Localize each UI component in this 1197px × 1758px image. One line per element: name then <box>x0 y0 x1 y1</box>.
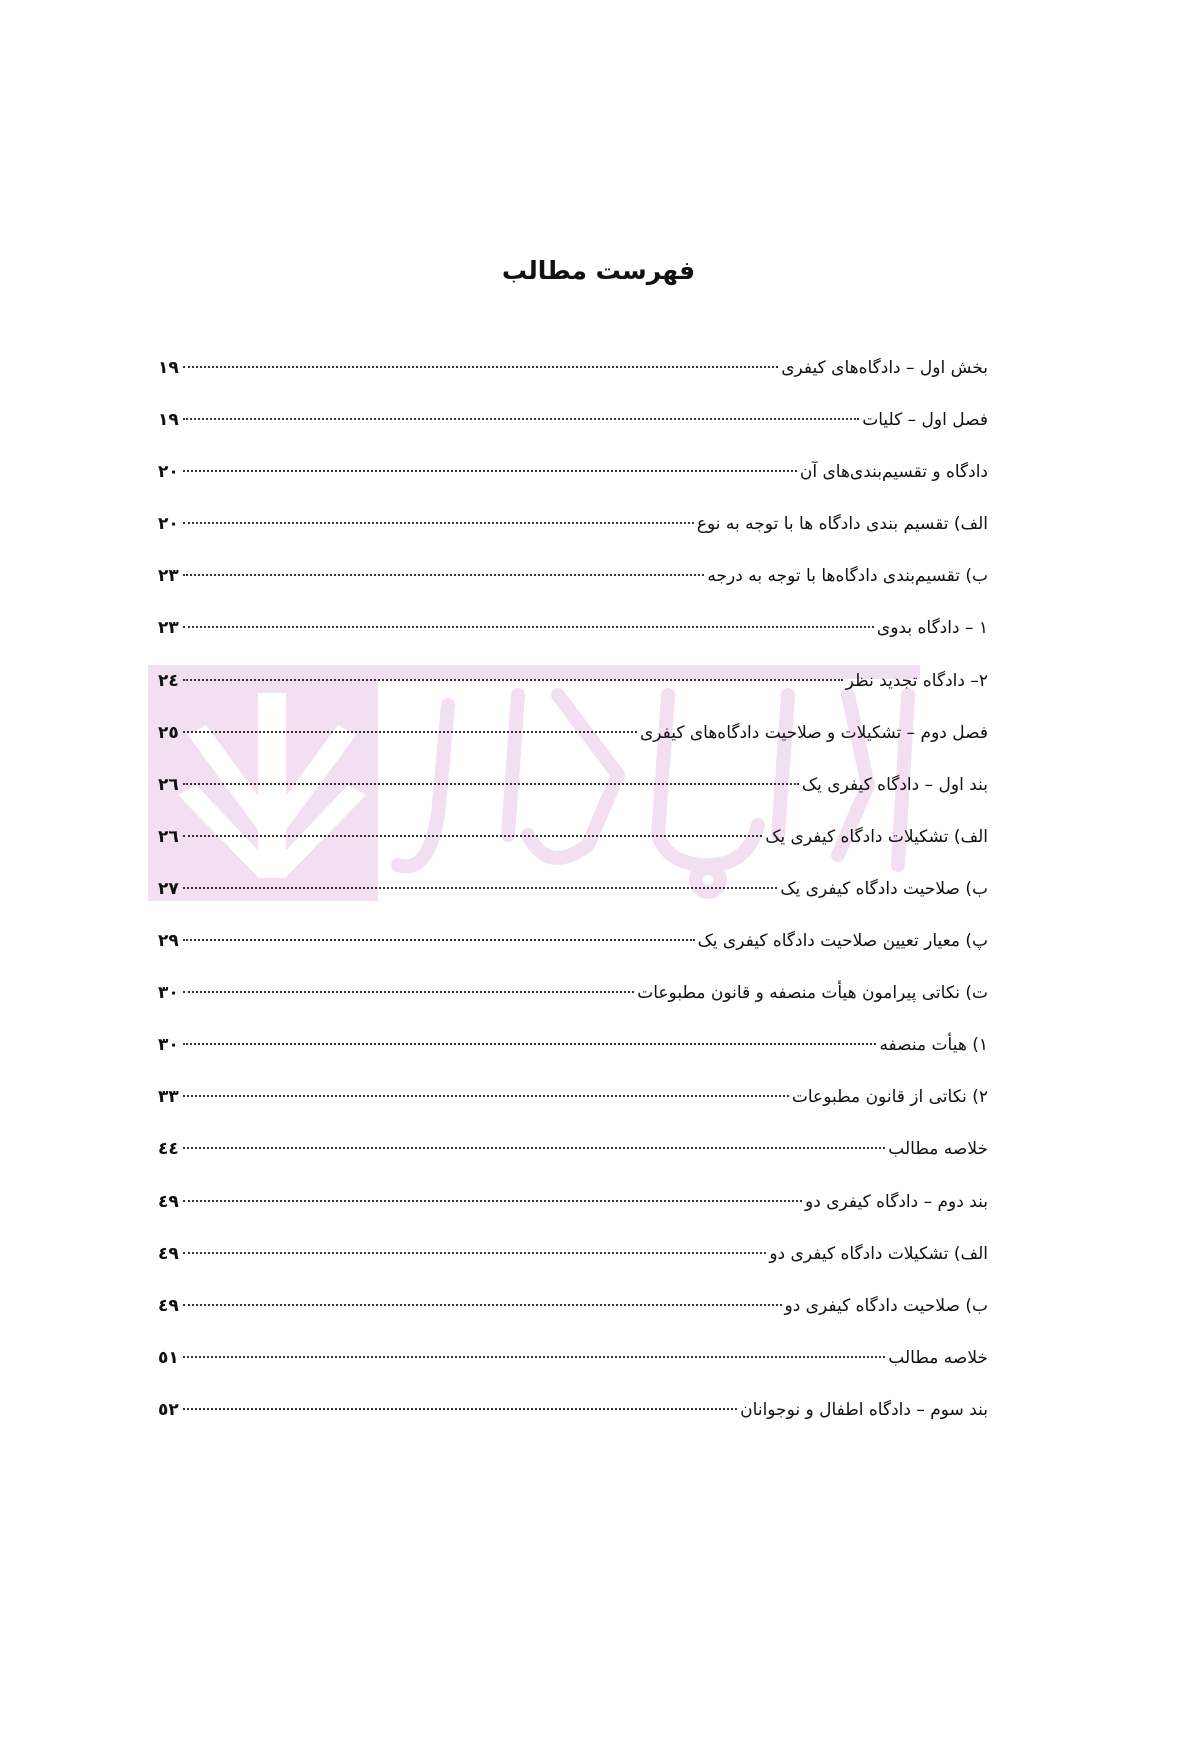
leader-dots <box>183 783 799 785</box>
leader-dots <box>183 835 762 837</box>
toc-entry-page: ۱۹ <box>158 410 179 431</box>
toc-entry-title: ۲) نکاتی از قانون مطبوعات <box>791 1087 988 1108</box>
leader-dots <box>183 366 778 368</box>
page-title: فهرست مطالب <box>501 256 696 285</box>
toc-entry-page: ۲٦ <box>158 826 179 847</box>
toc-entry-page: ٤٤ <box>158 1139 179 1160</box>
toc-entry-page: ۲٤ <box>158 670 179 691</box>
table-of-contents <box>158 352 988 1446</box>
toc-entry-title: الف) تقسیم بندی دادگاه ها با توجه به نوع <box>696 514 988 535</box>
toc-entry-page: ۲٥ <box>158 722 179 743</box>
leader-dots <box>183 470 797 472</box>
leader-dots <box>183 574 704 576</box>
toc-entry-title: دادگاه و تقسیم‌بندی‌های آن <box>799 462 988 483</box>
leader-dots <box>183 418 859 420</box>
toc-entry[interactable] <box>158 1394 988 1446</box>
toc-entry-title: ب) تقسیم‌بندی دادگاه‌ها با توجه به درجه <box>707 566 988 587</box>
toc-entry[interactable] <box>158 612 988 664</box>
toc-entry[interactable] <box>158 456 988 508</box>
toc-entry-title: الف) تشکیلات دادگاه کیفری دو <box>769 1243 988 1264</box>
toc-entry-page: ٤۹ <box>158 1243 179 1264</box>
leader-dots <box>183 939 695 941</box>
toc-entry[interactable] <box>158 1238 988 1290</box>
toc-entry[interactable] <box>158 352 988 404</box>
toc-entry[interactable] <box>158 404 988 456</box>
toc-entry[interactable] <box>158 717 988 769</box>
leader-dots <box>183 1252 766 1254</box>
leader-dots <box>183 679 843 681</box>
toc-entry[interactable] <box>158 925 988 977</box>
toc-entry-page: ۳۳ <box>158 1087 179 1108</box>
toc-entry[interactable] <box>158 508 988 560</box>
toc-entry-title: فصل اول – کلیات <box>862 410 988 431</box>
toc-entry-title: ب) صلاحیت دادگاه کیفری یک <box>780 878 988 899</box>
toc-entry-page: ۲۹ <box>158 931 179 952</box>
toc-entry-title: خلاصه مطالب <box>888 1139 988 1160</box>
leader-dots <box>183 1200 802 1202</box>
toc-entry-page: ۲٦ <box>158 774 179 795</box>
toc-entry[interactable] <box>158 1186 988 1238</box>
toc-entry-page: ٤۹ <box>158 1191 179 1212</box>
toc-entry-page: ۳۰ <box>158 983 179 1004</box>
leader-dots <box>183 887 777 889</box>
toc-entry-title: ۲– دادگاه تجدید نظر <box>845 670 988 691</box>
toc-entry[interactable] <box>158 560 988 612</box>
toc-entry[interactable] <box>158 873 988 925</box>
toc-entry-title: بند سوم – دادگاه اطفال و نوجوانان <box>740 1399 988 1420</box>
toc-entry[interactable] <box>158 1029 988 1081</box>
toc-entry[interactable] <box>158 665 988 717</box>
leader-dots <box>183 1147 885 1149</box>
toc-entry-title: بخش اول – دادگاه‌های کیفری <box>781 358 988 378</box>
toc-entry[interactable] <box>158 1290 988 1342</box>
toc-entry[interactable] <box>158 1342 988 1394</box>
toc-entry-page: ۲۷ <box>158 878 179 899</box>
toc-entry-page: ٥۲ <box>158 1399 179 1420</box>
toc-entry-page: ۲۰ <box>158 514 179 535</box>
toc-entry[interactable] <box>158 1081 988 1133</box>
toc-entry[interactable] <box>158 1133 988 1185</box>
toc-entry-title: ب) صلاحیت دادگاه کیفری دو <box>784 1295 988 1316</box>
toc-entry-page: ۲۳ <box>158 618 179 639</box>
leader-dots <box>183 1095 789 1097</box>
toc-entry-title: پ) معیار تعیین صلاحیت دادگاه کیفری یک <box>697 931 988 952</box>
toc-entry-page: ۳۰ <box>158 1035 179 1056</box>
toc-entry-page: ۲۳ <box>158 566 179 587</box>
leader-dots <box>183 1408 737 1410</box>
toc-entry-page: ۱۹ <box>158 358 179 378</box>
leader-dots <box>183 1356 885 1358</box>
toc-entry-page: ۲۰ <box>158 462 179 483</box>
leader-dots <box>183 626 874 628</box>
toc-entry-page: ٥۱ <box>158 1347 179 1368</box>
toc-entry-title: ت) نکاتی پیرامون هیأت منصفه و قانون مطبوعات <box>637 983 988 1004</box>
leader-dots <box>183 1043 876 1045</box>
toc-entry[interactable] <box>158 821 988 873</box>
leader-dots <box>183 1304 782 1306</box>
toc-entry-title: بند اول – دادگاه کیفری یک <box>801 774 988 795</box>
toc-entry[interactable] <box>158 769 988 821</box>
toc-entry-page: ٤۹ <box>158 1295 179 1316</box>
leader-dots <box>183 731 637 733</box>
toc-entry-title: الف) تشکیلات دادگاه کیفری یک <box>765 826 988 847</box>
leader-dots <box>183 991 634 993</box>
toc-entry-title: بند دوم – دادگاه کیفری دو <box>805 1191 988 1212</box>
toc-entry-title: خلاصه مطالب <box>888 1347 988 1368</box>
leader-dots <box>183 522 694 524</box>
toc-entry-title: ۱) هیأت منصفه <box>879 1035 988 1056</box>
toc-entry-title: ۱ – دادگاه بدوی <box>876 618 988 639</box>
toc-entry-title: فصل دوم – تشکیلات و صلاحیت دادگاه‌های کیفری <box>639 722 988 743</box>
toc-entry[interactable] <box>158 977 988 1029</box>
